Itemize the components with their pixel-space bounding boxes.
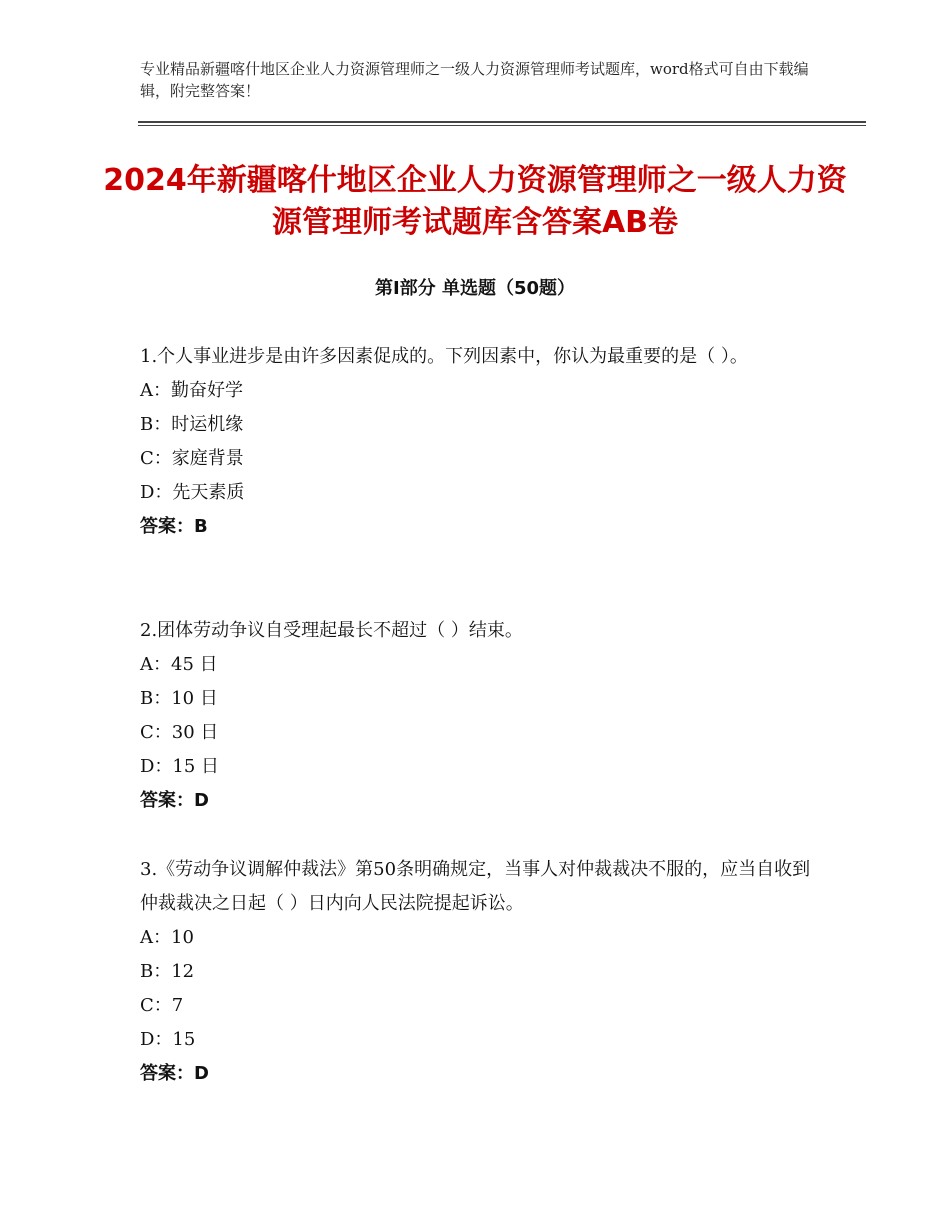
option-b: B：时运机缘 (140, 414, 244, 435)
option-c: C：7 (140, 995, 184, 1016)
question-3 (140, 853, 820, 1091)
option-c: C：30 日 (140, 722, 219, 743)
section-title: 第Ⅰ部分 单选题（50题） (374, 278, 575, 299)
question-1 (140, 340, 820, 544)
answer: 答案：D (140, 1063, 209, 1084)
option-d: D：15 (140, 1029, 196, 1050)
question-stem: 1.个人事业进步是由许多因素促成的。下列因素中，你认为最重要的是（ ）。 (140, 346, 748, 367)
option-d: D：先天素质 (140, 482, 245, 503)
header-rule-thin (138, 125, 866, 126)
header-rule-thick (138, 121, 866, 123)
option-a: A：10 (140, 927, 194, 948)
option-b: B：12 (140, 961, 195, 982)
option-a: A：勤奋好学 (140, 380, 243, 401)
answer: 答案：B (140, 516, 208, 537)
answer: 答案：D (140, 790, 209, 811)
question-2 (140, 614, 820, 818)
option-a: A：45 日 (140, 654, 218, 675)
option-c: C：家庭背景 (140, 448, 244, 469)
question-stem: 2.团体劳动争议自受理起最长不超过（ ）结束。 (140, 620, 523, 641)
option-d: D：15 日 (140, 756, 220, 777)
document-title: 2024年新疆喀什地区企业人力资源管理师之一级人力资源管理师考试题库含答案AB卷 (103, 163, 847, 240)
question-stem: 3.《劳动争议调解仲裁法》第50条明确规定，当事人对仲裁裁决不服的，应当自收到仲裁裁决之日起（ ）日内向人民法院提起诉讼。 (140, 859, 811, 914)
option-b: B：10 日 (140, 688, 218, 709)
header-note: 专业精品新疆喀什地区企业人力资源管理师之一级人力资源管理师考试题库，word格式可自由下载编辑，附完整答案！ (140, 60, 809, 100)
